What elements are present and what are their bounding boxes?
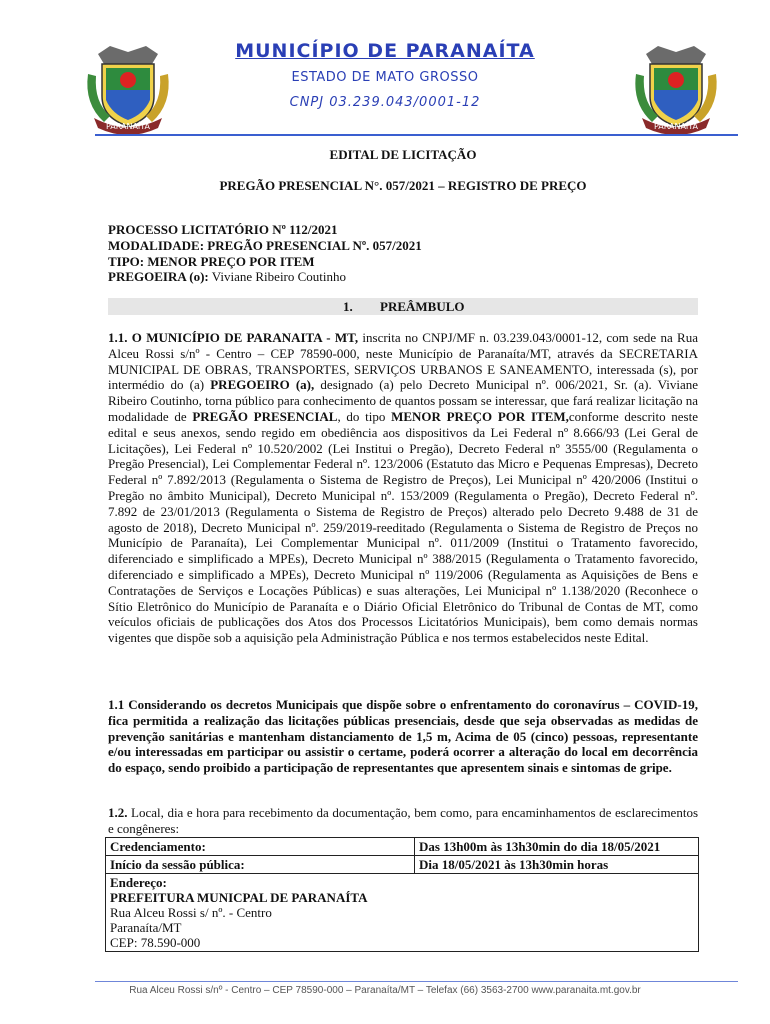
endereco-org: PREFEITURA MUNICPAL DE PARANAÍTA (110, 890, 368, 905)
pregoeira-line (108, 269, 698, 285)
table-row (106, 856, 699, 874)
p2-text: Local, dia e hora para recebimento da documentação, bem como, para encaminhamentos de esclarecimentos e congêneres: (108, 805, 698, 836)
endereco-cep: CEP: 78.590-000 (110, 935, 201, 950)
municipality-title: MUNICÍPIO DE PARANAÍTA (235, 40, 535, 62)
p1-bold-menor-preco: MENOR PREÇO POR ITEM, (391, 408, 569, 424)
header-divider (95, 134, 738, 136)
p1-bold-pregao: PREGÃO PRESENCIAL (192, 408, 338, 424)
processo-line: PROCESSO LICITATÓRIO Nº 112/2021 (108, 222, 338, 237)
section-heading-preambulo (108, 298, 698, 315)
pregoeira-name: Viviane Ribeiro Coutinho (208, 269, 347, 285)
cnpj-line: CNPJ 03.239.043/0001-12 (289, 95, 481, 110)
pregoeira-label: PREGOEIRA (o): (108, 269, 209, 285)
p2-lead: 1.2. (108, 805, 128, 820)
state-name: ESTADO DE MATO GROSSO (291, 70, 479, 85)
paragraph-covid: 1.1 Considerando os decretos Municipais que dispõe sobre o enfrentamento do coronavírus – COVID-19, fica permitida a realização das licitações públicas presenciais, desde que seja observadas as medidas de prevenção sanitárias e mantenham distanciamento de 1,5 m, Acima de 05 (cinco) pessoas, representante e/ou interessadas em participar ou assistir o certame, poderá ocorrer a alteração do local em decorrência do espaço, sendo proibido a participação de representantes que apresentem sinais e sintomas de gripe. (108, 697, 698, 776)
endereco-cidade: Paranaíta/MT (110, 920, 182, 935)
endereco-rua: Rua Alceu Rossi s/ nº. - Centro (110, 905, 272, 920)
tipo-line: TIPO: MENOR PREÇO POR ITEM (108, 253, 315, 269)
schedule-table (105, 837, 699, 952)
crest-ribbon-right: PARANAÍTA (653, 122, 699, 131)
inicio-sessao-value: Dia 18/05/2021 às 13h30min horas (415, 856, 699, 874)
p1-text-a: inscrita no CNPJ/MF n. 03.239.043/0001-12, com sede na Rua Alceu Rossi s/nº - Centro – CEP 78590-000, neste Município de Paranaíta/MT, através da SECRETARIA MUNICIPAL DE OBRAS, TRANSPORTES, SERVIÇOS URBANOS E SANEAMENTO, interessada (s), por intermédio do (a) (108, 330, 698, 393)
p1-lead: 1.1. O MUNICÍPIO DE PARANAITA - MT, (108, 330, 359, 345)
table-row (106, 874, 699, 952)
document-title: EDITAL DE LICITAÇÃO (329, 147, 477, 162)
crest-ribbon-left: PARANAÍTA (105, 122, 151, 131)
p1-text-b: designado (a) pelo Decreto Municipal nº. 006/2021, Sr. (a). Viviane Ribeiro Coutinho, torna público para conhecimento de quantos possam se interessar, que fará realizar licitação na modalidade de (108, 377, 698, 424)
section-title: PREÂMBULO (380, 299, 465, 314)
endereco-cell (106, 874, 699, 952)
coat-of-arms-right-icon (632, 44, 720, 136)
endereco-label: Endereço: (110, 875, 167, 890)
p1-bold-pregoeiro: PREGOEIRO (a), (210, 377, 315, 393)
inicio-sessao-label: Início da sessão pública: (106, 856, 415, 874)
credenciamento-value: Das 13h00m às 13h30min do dia 18/05/2021 (415, 838, 699, 856)
letterhead (0, 0, 770, 140)
page-footer: Rua Alceu Rossi s/nº - Centro – CEP 78590-000 – Paranaíta/MT – Telefax (66) 3563-2700 www.paranaita.mt.gov.br (129, 985, 641, 996)
document-subtitle: PREGÃO PRESENCIAL N°. 057/2021 – REGISTRO DE PREÇO (219, 178, 587, 193)
credenciamento-label: Credenciamento: (106, 838, 415, 856)
paragraph-1-2 (108, 805, 698, 837)
p1-text-c: , do tipo (337, 408, 392, 424)
table-row (106, 838, 699, 856)
section-number: 1. (343, 299, 353, 314)
p1-text-d: conforme descrito neste edital e seus anexos, sendo regido em obediência aos dispositivos da Lei Federal nº 8.666/93 (Lei Geral de Licitações), Lei Federal nº 10.520/2002 (Lei Institui o Pregão), Decreto Federal nº 3555/00 (Regulamenta o Pregão Presencial), Lei Complementar Federal nº. 123/2006 (Estatuto das Micro e Pequenas Empresas), Decreto Federal nº 7.892/2013 (Regulamenta o Sistema de Registro de Preços), Lei Municipal nº 420/2006 (Institui o Pregão no âmbito Municipal), Decreto Municipal nº. 153/2009 (Regulamenta o Pregão), Decreto Federal nº. 7.892 de 23/01/2013 (Regulamenta o Sistema de Registro de Preços) alterado pelo Decreto 9.488 de 31 de agosto de 2018), Decreto Municipal nº. 259/2019-reeditado (Regulamenta o Sistema de Registro de Preços no Município de Paranaíta), Lei Complementar Municipal nº. 011/2009 (Institui o Tratamento favorecido, diferenciado e simplificado a MPEs), Decreto Municipal nº 388/2015 (Regulamenta o Tratamento favorecido, diferenciado e simplificado a MPEs), Decreto Municipal nº 119/2006 (Regulamenta as Aquisições de Bens e Contratações de Serviços e Locações Públicas) e suas alterações, Lei Municipal nº 1.138/2020 (Reconhece o Sítio Eletrônico do Município de Paranaíta e o Diário Oficial Eletrônico do Tribunal de Contas de MT, como veículos oficiais de publicações dos Atos dos Processos Licitatórios Municipais), bem como demais normas vigentes que dispõe sob a aquisição pela Administração Pública e nos termos estabelecidos neste Edital. (108, 408, 698, 646)
footer-divider (95, 981, 738, 982)
paragraph-1-1 (108, 330, 698, 646)
modalidade-line: MODALIDADE: PREGÃO PRESENCIAL Nº. 057/2021 (108, 237, 422, 253)
process-info (108, 222, 698, 285)
